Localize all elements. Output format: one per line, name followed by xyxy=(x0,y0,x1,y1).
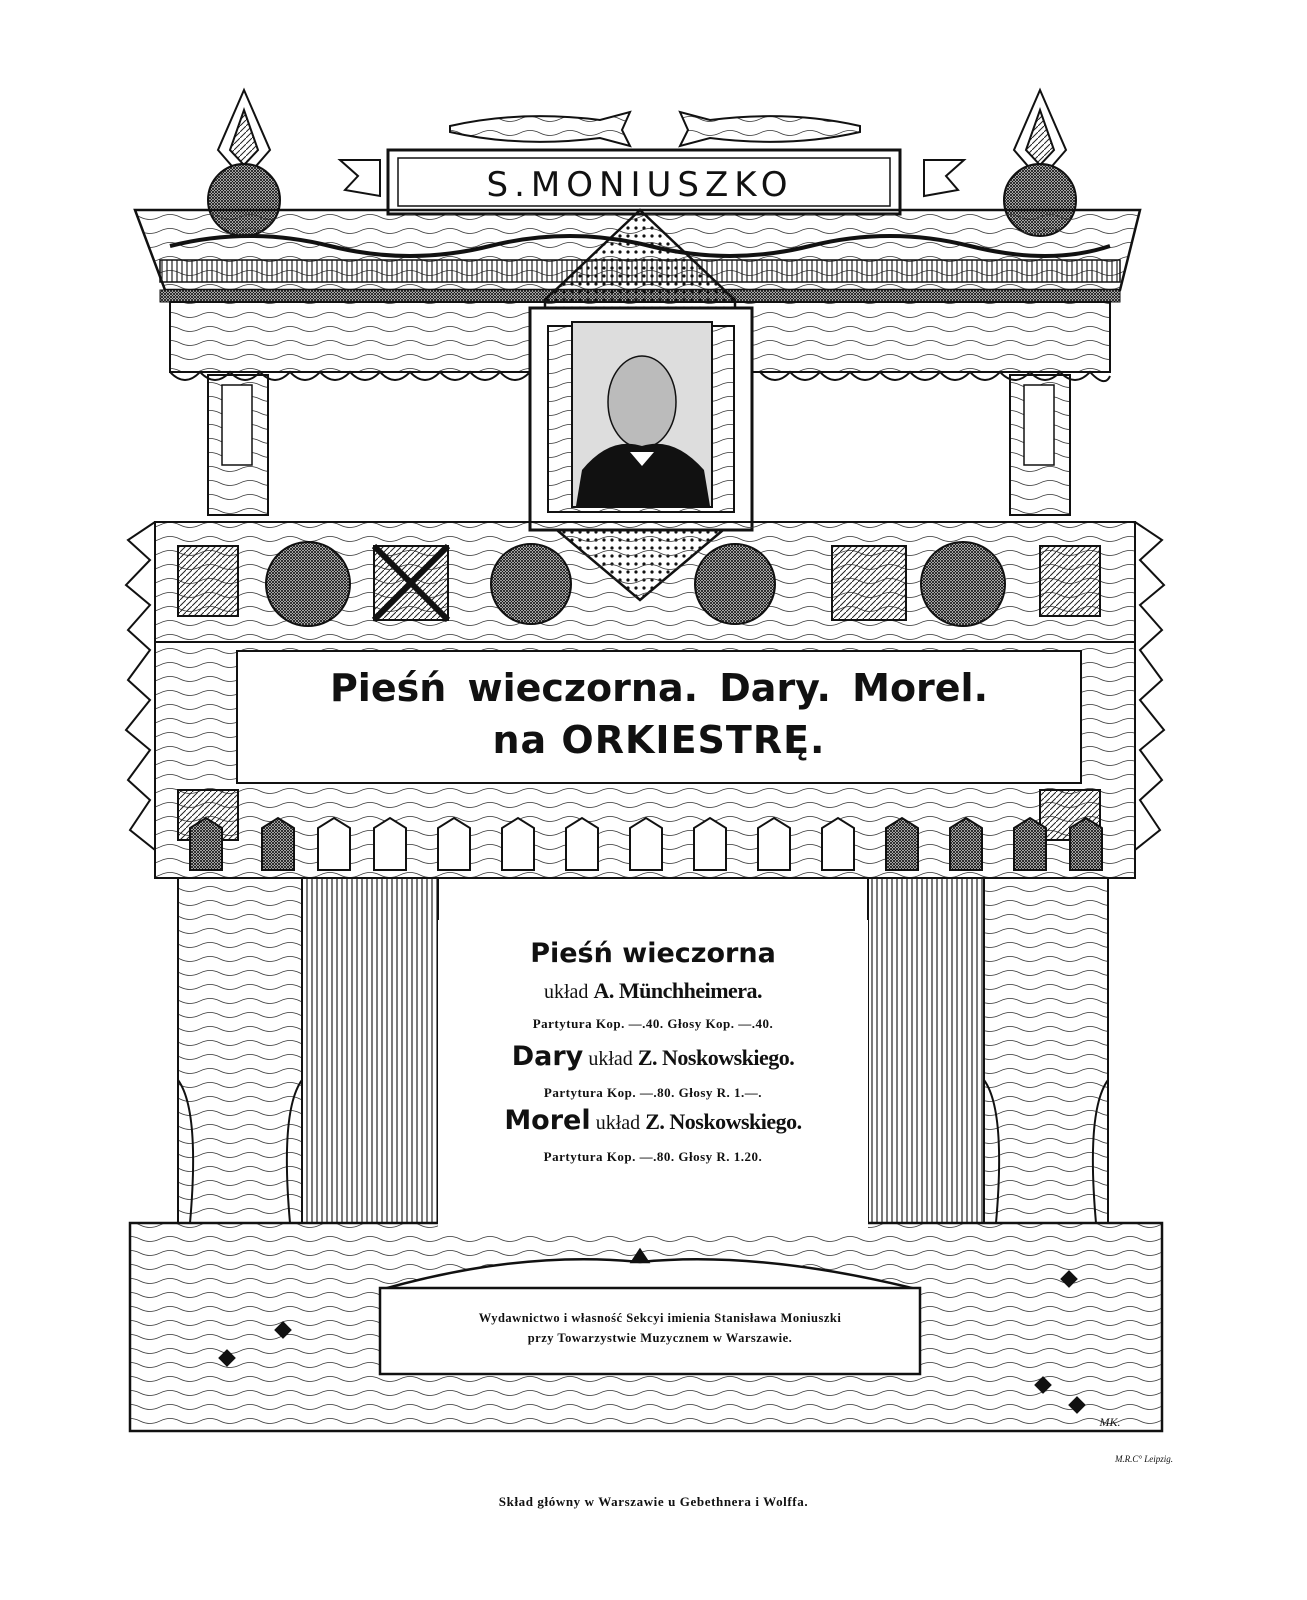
title-line-1: Pieśń wieczorna. Dary. Morel. xyxy=(329,666,989,710)
artist-signature: MK. xyxy=(1099,1415,1121,1429)
piece-1-prices: Partytura Kop. —.40. Głosy Kop. —.40. xyxy=(532,1016,774,1031)
piece-2-prices: Partytura Kop. —.80. Głosy R. 1.—. xyxy=(543,1085,763,1100)
piece-1-arrangement: układ A. Münchheimera. xyxy=(543,978,763,1003)
printer-mark: M.R.C° Leipzig. xyxy=(1114,1454,1174,1464)
composer-name: S.MONIUSZKO xyxy=(486,165,794,205)
piece-2-heading: Dary układ Z. Noskowskiego. xyxy=(511,1041,795,1072)
footer-sales-note: Skład główny w Warszawie u Gebethnera i Wolffa. xyxy=(498,1494,809,1509)
upper-ornament-band xyxy=(155,522,1135,642)
piece-3-prices: Partytura Kop. —.80. Głosy R. 1.20. xyxy=(543,1149,763,1164)
title-box xyxy=(236,650,1082,784)
publisher-line-1: Wydawnictwo i własność Sekcyi imienia Stanisława Moniuszki xyxy=(478,1311,842,1325)
contents-panel xyxy=(438,920,868,1230)
title-line-2: na ORKIESTRĘ. xyxy=(492,718,826,762)
piece-1-title: Pieśń wieczorna xyxy=(530,938,776,969)
publisher-line-2: przy Towarzystwie Muzycznem w Warszawie. xyxy=(527,1331,793,1345)
fish-ornaments xyxy=(450,112,860,146)
piece-3-heading: Morel układ Z. Noskowskiego. xyxy=(504,1105,802,1136)
publisher-plaque xyxy=(390,1290,930,1370)
